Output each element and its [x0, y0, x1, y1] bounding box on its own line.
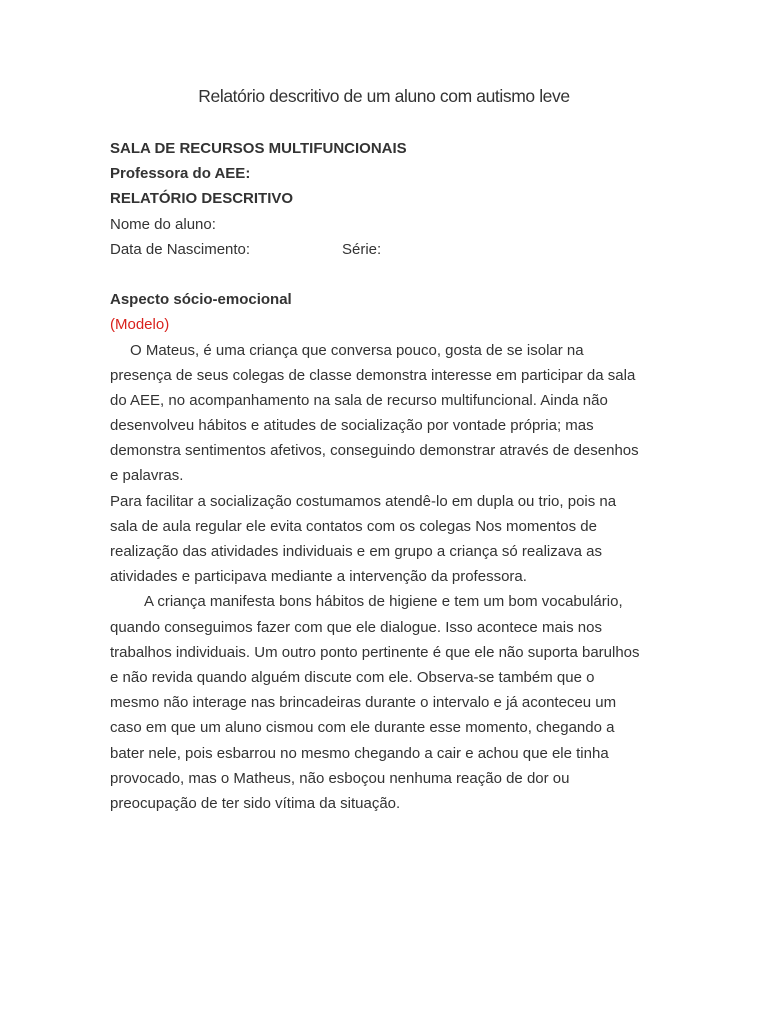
paragraph-line: atividades e participava mediante a intervenção da professora.	[110, 568, 527, 586]
paragraph-line: e não revida quando alguém discute com ele. Observa-se também que o	[110, 668, 595, 686]
field-row-nascimento-serie	[110, 237, 670, 262]
paragraph-line: caso em que um aluno cismou com ele durante esse momento, chegando a	[110, 719, 615, 737]
paragraph-line: A criança manifesta bons hábitos de higiene e tem um bom vocabulário,	[144, 593, 623, 611]
paragraph-line: presença de seus colegas de classe demonstra interesse em participar da sala	[110, 366, 636, 384]
paragraph-line: provocado, mas o Matheus, não esboçou nenhuma reação de dor ou	[110, 769, 570, 787]
paragraph-line: Para facilitar a socialização costumamos atendê-lo em dupla ou trio, pois na	[110, 492, 617, 510]
paragraph-line: mesmo não interage nas brincadeiras durante o intervalo e já aconteceu um	[110, 694, 617, 712]
paragraph-line: quando conseguimos fazer com que ele dialogue. Isso acontece mais nos	[110, 618, 602, 636]
modelo-label: (Modelo)	[110, 316, 170, 334]
header-sala: SALA DE RECURSOS MULTIFUNCIONAIS	[110, 140, 407, 157]
field-serie: Série:	[342, 240, 382, 258]
spacer	[110, 262, 670, 287]
paragraph-line: trabalhos individuais. Um outro ponto pertinente é que ele não suporta barulhos	[110, 643, 640, 661]
paragraph-line: demonstra sentimentos afetivos, conseguindo demonstrar através de desenhos	[110, 442, 639, 460]
document-body	[110, 136, 670, 816]
header-relatorio: RELATÓRIO DESCRITIVO	[110, 190, 294, 208]
section-heading: Aspecto sócio-emocional	[110, 291, 292, 309]
paragraph-line: desenvolveu hábitos e atitudes de socialização por vontade própria; mas	[110, 417, 594, 435]
paragraph-line: e palavras.	[110, 467, 184, 485]
field-data-nascimento: Data de Nascimento:	[110, 240, 251, 258]
paragraph-line: O Mateus, é uma criança que conversa pouco, gosta de se isolar na	[130, 341, 584, 359]
paragraph-line: do AEE, no acompanhamento na sala de recurso multifuncional. Ainda não	[110, 391, 608, 409]
paragraph-line: realização das atividades individuais e em grupo a criança só realizava as	[110, 543, 602, 560]
field-nome-aluno: Nome do aluno:	[110, 215, 216, 233]
document-title: Relatório descritivo de um aluno com autismo leve	[198, 86, 570, 106]
header-professora: Professora do AEE:	[110, 165, 251, 183]
paragraph-line: sala de aula regular ele evita contatos com os colegas Nos momentos de	[110, 517, 597, 535]
paragraph-line: bater nele, pois esbarrou no mesmo chegando a cair e achou que ele tinha	[110, 744, 609, 762]
paragraph-line: preocupação de ter sido vítima da situação.	[110, 794, 401, 812]
